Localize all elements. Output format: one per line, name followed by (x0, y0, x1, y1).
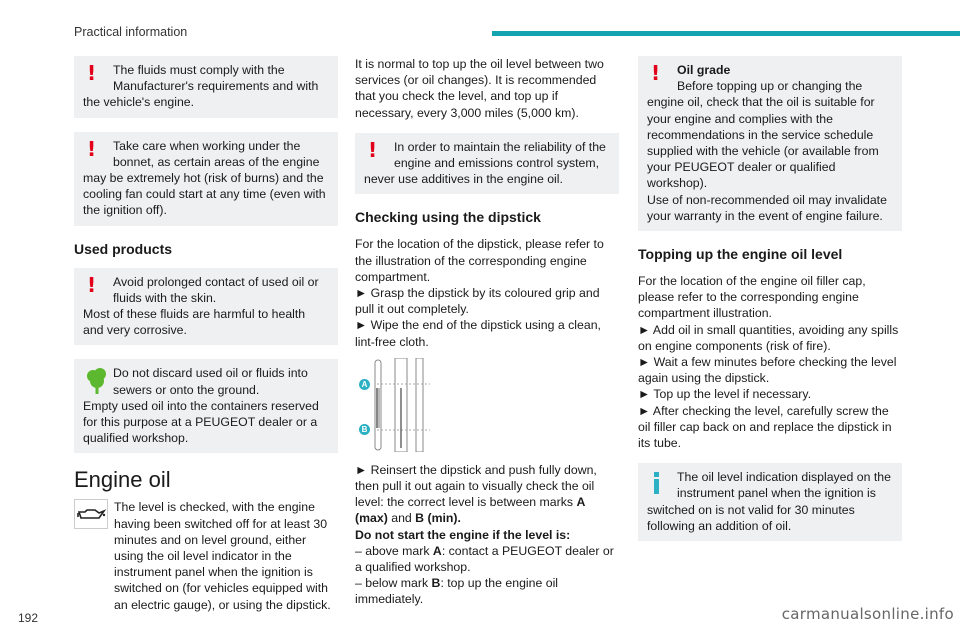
mark-a-badge: A (359, 379, 370, 390)
warning-box-additives: ! In order to maintain the reliability of the engine and emissions control system, never use additives in the engine oil. (355, 133, 619, 195)
dipstick-illustration (355, 358, 619, 452)
engine-oil-paragraph: The level is checked, with the engine having been switched off for at least 30 minutes and on level ground, either using the oil level indicator in the instrument panel when the ignition is switched on (for vehicles equipped with an electric gauge), or using the dipstick. (74, 499, 338, 612)
warning-icon: ! (368, 137, 378, 162)
mark-b-badge: B (359, 424, 370, 435)
oil-can-icon (74, 499, 108, 529)
warning-box-bonnet: ! Take care when working under the bonnet, as certain areas of the engine may be extremely hot (risk of burns) and the cooling fan could start at any time (even with the ignition off). (74, 132, 338, 226)
do-not-start-warning: Do not start the engine if the level is: (355, 527, 571, 542)
environment-box: Do not discard used oil or fluids into sewers or onto the ground. Empty used oil into the containers reserved for this purpose at a PEUGEOT dealer or a qualified workshop. (74, 359, 338, 453)
info-icon (654, 472, 659, 494)
warning-box-used-oil: ! Avoid prolonged contact of used oil or fluids with the skin. Most of these fluids are harmful to health and very corrosive. (74, 268, 338, 346)
reinsert-paragraph: ► Reinsert the dipstick and push fully down, then pull it out again to visually check the oil level: the correct level is between marks A (max) and B (min). (355, 462, 597, 526)
warning-icon: ! (87, 272, 97, 297)
column-3: ! Oil grade Before topping up or changing the engine oil, check that the oil is suitable for your engine and complies with the recommendations in the service schedule supplied with the vehicle (or available from your PEUGEOT dealer or qualified workshop). Use of non-recommended oil may invalidate your warranty in the event of engine failure. Topping up the engine oil level For the location of the engine oil filler cap, please refer to the corresponding engine compartment illustration. ► Add oil in small quantities, avoiding any spills on engine components (risk of fire). ► Wait a few minutes before checking the level again using the dipstick. ► Top up the level if necessary. ► After checking the level, carefully screw the oil filler cap back on and replace the dipstick in its tube. The oil level indication displayed on the instrument panel when the ignition is switched on is not valid for 30 minutes following an addition of oil. (638, 56, 902, 555)
warning-icon: ! (651, 61, 661, 85)
watermark-link[interactable]: carmanualsonline.info (781, 605, 954, 623)
oil-grade-box: ! Oil grade Before topping up or changing the engine oil, check that the oil is suitable for your engine and complies with the recommendations in the service schedule supplied with the vehicle (or available from your PEUGEOT dealer or qualified workshop). Use of non-recommended oil may invalidate your warranty in the event of engine failure. (638, 56, 902, 231)
intro-paragraph: It is normal to top up the oil level between two services (or oil changes). It is recommended that you check the level, and top up if necessary, every 3,000 miles (5,000 km). (355, 57, 604, 120)
warning-icon: ! (87, 136, 97, 161)
header-accent-bar (492, 31, 960, 36)
column-1 (74, 56, 338, 613)
warning-box-fluids: ! The fluids must comply with the Manufacturer's requirements and with the vehicle's engine. (74, 56, 338, 118)
section-heading-used-products: Used products (74, 240, 173, 257)
section-heading-engine-oil: Engine oil (74, 467, 171, 493)
column-2: It is normal to top up the oil level between two services (or oil changes). It is recommended that you check the level, and top up if necessary, every 3,000 miles (5,000 km). ! In order to maintain the reliability of the engine and emissions control system, never use additives in the engine oil. Checking using the dipstick For the location of the dipstick, please refer to the illustration of the corresponding engine compartment. ► Grasp the dipstick by its coloured grip and pull it out completely. ► Wipe the end of the dipstick using a clean, lint-free cloth. A B ► Reinsert the dipstick and push fully down, then pull it out again to visually check the oil level: the correct level is between marks A (max) and B (min). Do not start the engine if the level is: – above mark A: contact a PEUGEOT dealer or a qualified workshop. – below mark B: top up the engine oil immediately. (355, 56, 619, 608)
warning-icon: ! (87, 61, 97, 85)
section-heading-dipstick: Checking using the dipstick (355, 209, 541, 226)
below-mark-item: – below mark B: top up the engine oil immediately. (355, 576, 559, 607)
above-mark-item: – above mark A: contact a PEUGEOT dealer or a qualified workshop. (355, 543, 614, 575)
tree-icon (85, 367, 109, 395)
page-header-title: Practical information (74, 25, 188, 39)
info-box-oil-indication: The oil level indication displayed on the instrument panel when the ignition is switched on is not valid for 30 minutes following an addition of oil. (638, 463, 902, 541)
section-heading-topping-up: Topping up the engine oil level (638, 246, 843, 263)
page-number: 192 (18, 611, 39, 625)
